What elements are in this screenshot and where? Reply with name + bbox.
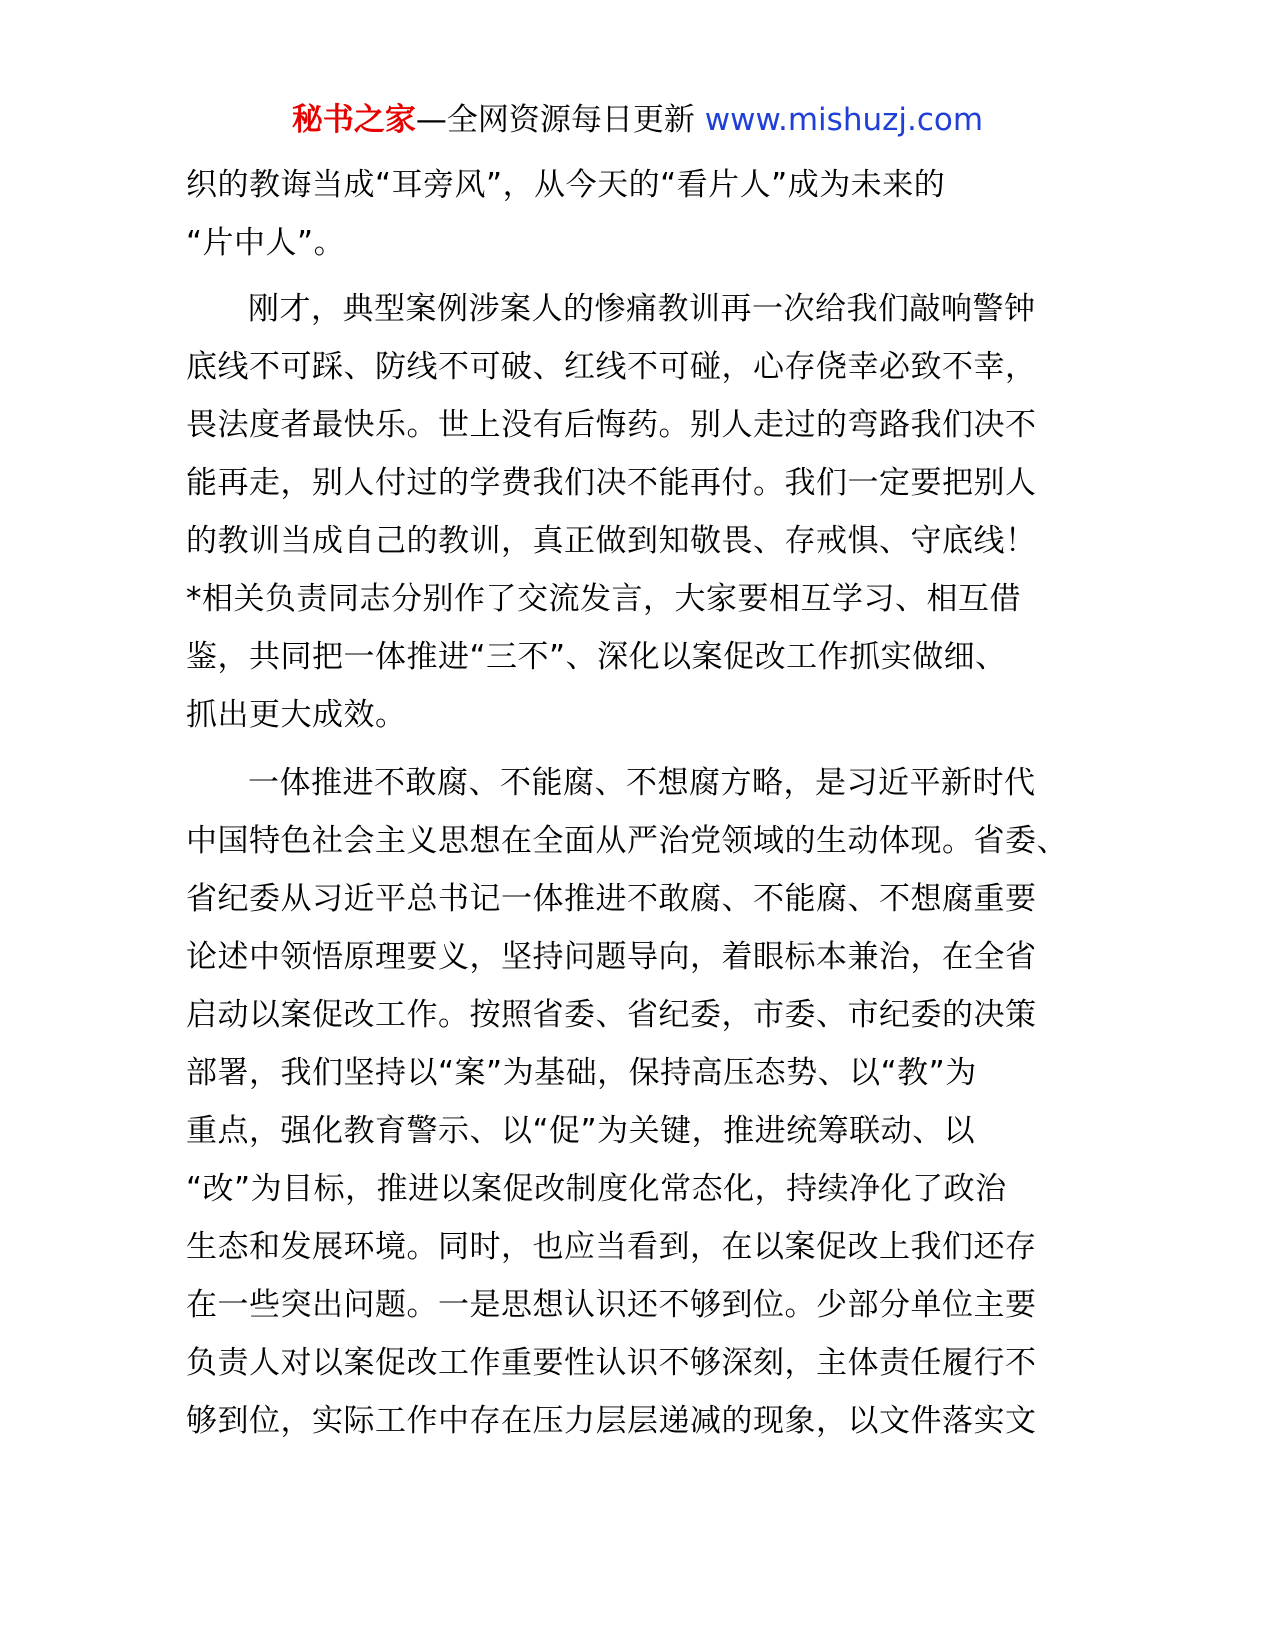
text-line: 中国特色社会主义思想在全面从严治党领域的生动体现。省委、: [186, 823, 1068, 859]
site-brand: 秘书之家: [291, 102, 416, 138]
text-line: 省纪委从习近平总书记一体推进不敢腐、不能腐、不想腐重要: [186, 881, 1037, 917]
site-tagline: —全网资源每日更新: [415, 102, 695, 138]
text-line: “片中人”。: [186, 225, 346, 261]
text-line: 在一些突出问题。一是思想认识还不够到位。少部分单位主要: [186, 1287, 1037, 1323]
text-line: 刚才，典型案例涉案人的惨痛教训再一次给我们敲响警钟: [248, 291, 1036, 327]
text-line: *相关负责同志分别作了交流发言，大家要相互学习、相互借: [186, 581, 1021, 617]
text-line: 的教训当成自己的教训，真正做到知敬畏、存戒惧、守底线！: [186, 523, 1037, 559]
text-line: 论述中领悟原理要义，坚持问题导向，着眼标本兼治，在全省: [186, 939, 1037, 975]
text-line: 负责人对以案促改工作重要性认识不够深刻，主体责任履行不: [186, 1345, 1037, 1381]
text-line: 抓出更大成效。: [186, 697, 407, 733]
text-line: 畏法度者最快乐。世上没有后悔药。别人走过的弯路我们决不: [186, 407, 1037, 443]
paragraph-3: [186, 754, 1096, 1450]
text-line: 底线不可踩、防线不可破、红线不可碰，心存侥幸必致不幸，: [186, 349, 1037, 385]
text-line: 够到位，实际工作中存在压力层层递减的现象，以文件落实文: [186, 1403, 1037, 1439]
text-line: 一体推进不敢腐、不能腐、不想腐方略，是习近平新时代: [248, 765, 1036, 801]
text-line: 重点，强化教育警示、以“促”为关键，推进统筹联动、以: [186, 1113, 976, 1149]
text-line: 鉴，共同把一体推进“三不”、深化以案促改工作抓实做细、: [186, 639, 1007, 675]
site-url-link[interactable]: www.mishuzj.com: [704, 102, 984, 138]
text-line: “改”为目标，推进以案促改制度化常态化，持续净化了政治: [186, 1171, 1007, 1207]
text-line: 织的教诲当成“耳旁风”，从今天的“看片人”成为未来的: [186, 167, 946, 203]
paragraph-2: [186, 280, 1096, 744]
text-line: 能再走，别人付过的学费我们决不能再付。我们一定要把别人: [186, 465, 1037, 501]
text-line: 启动以案促改工作。按照省委、省纪委，市委、市纪委的决策: [186, 997, 1037, 1033]
text-line: 部署，我们坚持以“案”为基础，保持高压态势、以“教”为: [186, 1055, 977, 1091]
text-line: 生态和发展环境。同时，也应当看到，在以案促改上我们还存: [186, 1229, 1037, 1265]
page-header: [0, 98, 1275, 142]
paragraph-1: [186, 156, 1096, 272]
document-body: [186, 156, 1096, 1450]
